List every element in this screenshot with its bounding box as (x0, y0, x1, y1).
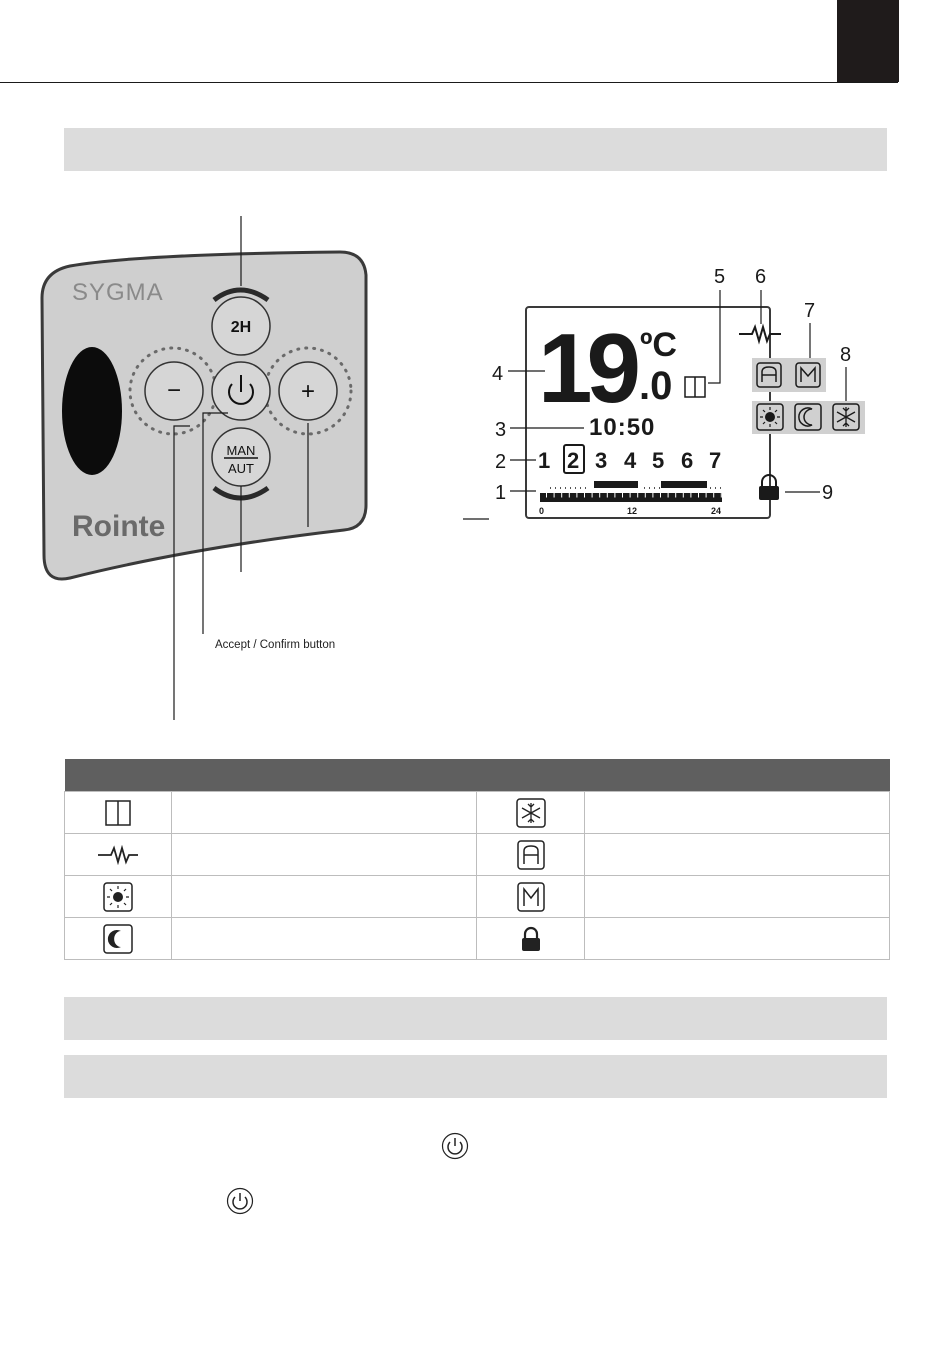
callout-8: 8 (840, 344, 852, 366)
callout-9: 9 (822, 482, 834, 504)
sensor-window (62, 347, 122, 475)
lcd-timeline-tick: 24 (711, 506, 722, 516)
legend-description-cell (172, 876, 477, 918)
power-accept-button[interactable] (212, 362, 270, 420)
lcd-time: 10:50 (589, 414, 656, 441)
lcd-temperature-integer: 19 (538, 313, 636, 423)
lcd-day: 7 (709, 448, 722, 473)
lock-icon (517, 925, 545, 953)
device-diagram (0, 200, 950, 740)
window-icon (104, 799, 132, 827)
lcd-auto-mode-icon (757, 363, 781, 387)
legend-row (65, 834, 890, 876)
legend-description-cell (584, 834, 889, 876)
legend-description-cell (172, 792, 477, 834)
lcd-temperature-decimal: .0 (639, 364, 673, 408)
minus-button[interactable] (145, 362, 203, 420)
callout-2: 2 (495, 451, 507, 473)
legend-icon-cell (477, 834, 584, 876)
power-icon (441, 1132, 469, 1160)
power-icon (226, 1187, 254, 1215)
legend-icon-cell (65, 792, 172, 834)
lcd-snowflake-icon (833, 404, 859, 430)
section-title-band-3 (64, 1055, 887, 1098)
legend-icon-cell (65, 918, 172, 960)
chapter-tab (837, 0, 899, 82)
boost-2h-button[interactable] (212, 297, 270, 355)
lcd-manual-mode-icon (796, 363, 820, 387)
moon-eco-icon (103, 924, 133, 954)
lcd-day: 2 (567, 448, 580, 473)
callout-3: 3 (495, 419, 507, 441)
lcd-moon-eco-icon (795, 404, 821, 430)
callout-1: 1 (495, 482, 507, 504)
legend-icon-cell (65, 834, 172, 876)
legend-icon-cell (477, 918, 584, 960)
brand-rointe: Rointe (72, 510, 166, 543)
callout-5: 5 (714, 266, 726, 288)
legend-row (65, 918, 890, 960)
legend-icon-cell (477, 792, 584, 834)
snowflake-icon (516, 798, 546, 828)
auto-mode-icon (517, 840, 545, 870)
manual-mode-icon (517, 882, 545, 912)
legend-description-cell (584, 792, 889, 834)
legend-icon-cell (477, 876, 584, 918)
lcd-day: 5 (652, 448, 665, 473)
svg-text:MAN: MAN (226, 443, 256, 458)
lcd-sun-comfort-icon (757, 404, 783, 430)
section-title-band-2 (64, 997, 887, 1040)
svg-text:AUT: AUT (228, 461, 254, 476)
legend-description-cell (584, 876, 889, 918)
legend-description-cell (172, 918, 477, 960)
legend-description-cell (172, 834, 477, 876)
accept-confirm-caption: Accept / Confirm button (215, 639, 336, 651)
icon-legend-table (64, 759, 890, 960)
legend-description-cell (584, 918, 889, 960)
callout-6: 6 (755, 266, 767, 288)
legend-header-row (65, 759, 890, 792)
callout-7: 7 (804, 300, 816, 322)
brand-sygma: SYGMA (72, 279, 164, 306)
lcd-timeline-tick: 12 (627, 506, 638, 516)
legend-icon-cell (65, 876, 172, 918)
svg-text:2H: 2H (230, 319, 252, 336)
heating-resistance-icon (96, 845, 140, 865)
lcd-day: 1 (538, 448, 551, 473)
man-aut-mode-button[interactable] (212, 428, 270, 486)
callout-4: 4 (492, 363, 504, 385)
lcd-timeline-tick: 0 (539, 506, 545, 516)
lcd-day: 4 (624, 448, 637, 473)
plus-button[interactable] (279, 362, 337, 420)
legend-row (65, 876, 890, 918)
header-rule (0, 82, 898, 83)
lcd-day: 3 (595, 448, 608, 473)
svg-text:−: − (166, 377, 182, 404)
svg-text:+: + (300, 378, 316, 405)
legend-row (65, 792, 890, 834)
lcd-unit: ºC (640, 326, 677, 364)
lcd-day: 6 (681, 448, 694, 473)
sun-comfort-icon (103, 882, 133, 912)
section-title-band-1 (64, 128, 887, 171)
